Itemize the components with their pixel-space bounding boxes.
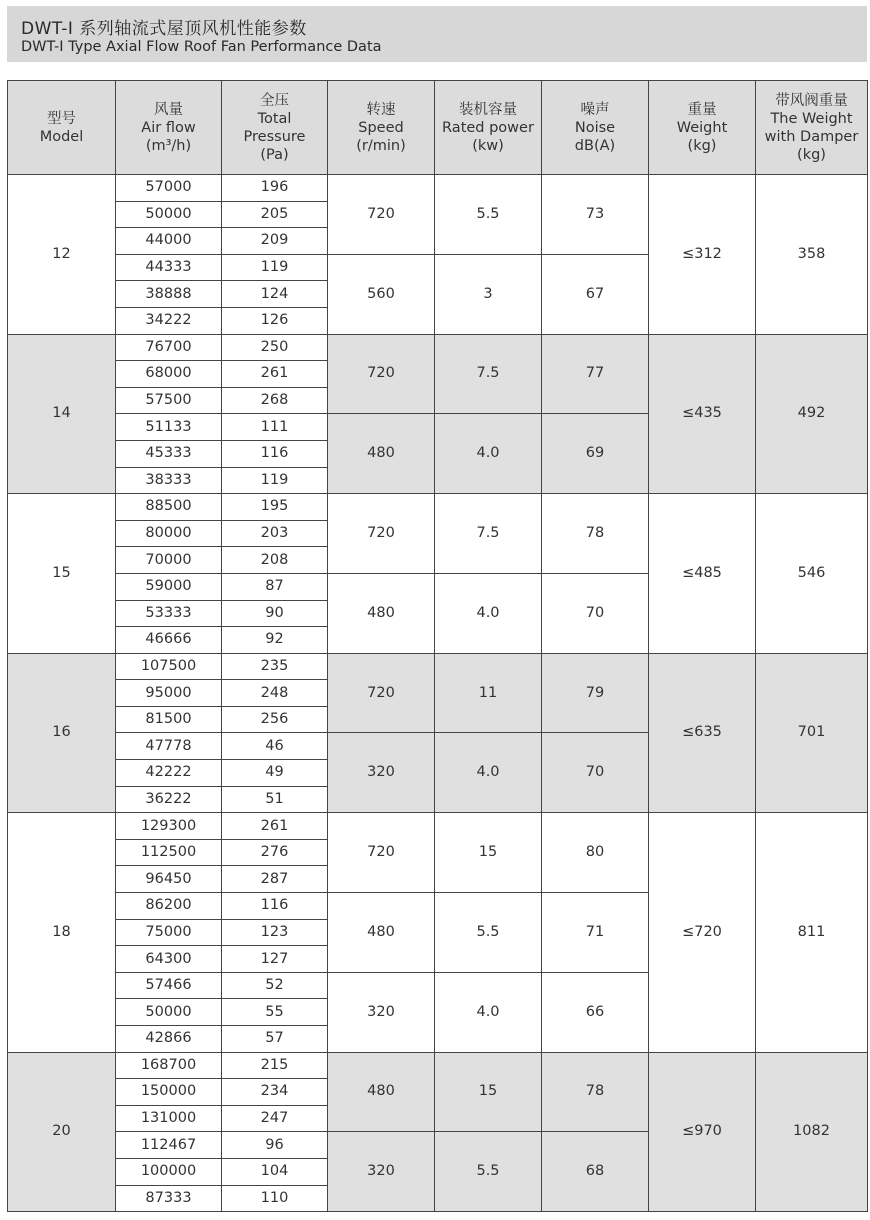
- damper-weight-cell: 492: [756, 334, 868, 494]
- header-model: [8, 81, 116, 175]
- pressure-cell: 126: [222, 307, 328, 334]
- table-row: [8, 334, 868, 361]
- rated-power-cell: 5.5: [435, 175, 542, 255]
- pressure-cell: 127: [222, 946, 328, 973]
- performance-table: [7, 80, 868, 1212]
- rated-power-cell: 3: [435, 254, 542, 334]
- table-row: [8, 175, 868, 202]
- pressure-cell: 111: [222, 414, 328, 441]
- pressure-cell: 250: [222, 334, 328, 361]
- air-flow-cell: 129300: [116, 813, 222, 840]
- header-line: (m³/h): [145, 137, 192, 154]
- header-line: The Weight: [770, 110, 853, 127]
- pressure-cell: 287: [222, 866, 328, 893]
- table-row: [8, 813, 868, 840]
- header-line: Noise: [574, 119, 616, 136]
- header-line: Rated power: [442, 119, 534, 136]
- air-flow-cell: 86200: [116, 893, 222, 920]
- air-flow-cell: 96450: [116, 866, 222, 893]
- table-body: [8, 175, 868, 1212]
- pressure-cell: 261: [222, 813, 328, 840]
- header-line: 装机容量: [459, 101, 517, 118]
- air-flow-cell: 47778: [116, 733, 222, 760]
- header-line: Air flow: [141, 119, 196, 136]
- pressure-cell: 195: [222, 494, 328, 521]
- pressure-cell: 234: [222, 1079, 328, 1106]
- header-weight-with-damper: [756, 81, 868, 175]
- header-line: (r/min): [356, 137, 406, 154]
- header-line: 噪声: [580, 101, 610, 118]
- speed-cell: 480: [328, 573, 435, 653]
- rated-power-cell: 4.0: [435, 573, 542, 653]
- title-bar: [7, 6, 867, 62]
- header-line: 转速: [366, 101, 396, 118]
- pressure-cell: 116: [222, 440, 328, 467]
- pressure-cell: 248: [222, 680, 328, 707]
- pressure-cell: 205: [222, 201, 328, 228]
- header-line: 重量: [687, 101, 717, 118]
- air-flow-cell: 80000: [116, 520, 222, 547]
- header-line: Weight: [676, 119, 728, 136]
- rated-power-cell: 15: [435, 1052, 542, 1132]
- header-line: dB(A): [574, 137, 616, 154]
- damper-weight-cell: 811: [756, 813, 868, 1052]
- noise-cell: 77: [542, 334, 649, 414]
- air-flow-cell: 44000: [116, 228, 222, 255]
- pressure-cell: 55: [222, 999, 328, 1026]
- pressure-cell: 276: [222, 839, 328, 866]
- speed-cell: 320: [328, 733, 435, 813]
- weight-cell: ≤312: [649, 175, 756, 335]
- air-flow-cell: 57500: [116, 387, 222, 414]
- speed-cell: 480: [328, 414, 435, 494]
- noise-cell: 80: [542, 813, 649, 893]
- pressure-cell: 261: [222, 361, 328, 388]
- rated-power-cell: 4.0: [435, 972, 542, 1052]
- air-flow-cell: 59000: [116, 573, 222, 600]
- model-cell: 18: [8, 813, 116, 1052]
- noise-cell: 73: [542, 175, 649, 255]
- header-line: Model: [39, 128, 84, 145]
- header-line: (kg): [687, 137, 717, 154]
- air-flow-cell: 38888: [116, 281, 222, 308]
- damper-weight-cell: 701: [756, 653, 868, 813]
- pressure-cell: 46: [222, 733, 328, 760]
- pressure-cell: 215: [222, 1052, 328, 1079]
- pressure-cell: 110: [222, 1185, 328, 1212]
- weight-cell: ≤970: [649, 1052, 756, 1212]
- air-flow-cell: 131000: [116, 1105, 222, 1132]
- rated-power-cell: 5.5: [435, 893, 542, 973]
- pressure-cell: 87: [222, 573, 328, 600]
- air-flow-cell: 81500: [116, 706, 222, 733]
- table-row: [8, 494, 868, 521]
- damper-weight-cell: 1082: [756, 1052, 868, 1212]
- header-row: [8, 81, 868, 175]
- noise-cell: 66: [542, 972, 649, 1052]
- air-flow-cell: 57000: [116, 175, 222, 202]
- noise-cell: 78: [542, 494, 649, 574]
- air-flow-cell: 57466: [116, 972, 222, 999]
- pressure-cell: 209: [222, 228, 328, 255]
- air-flow-cell: 112467: [116, 1132, 222, 1159]
- speed-cell: 720: [328, 175, 435, 255]
- pressure-cell: 96: [222, 1132, 328, 1159]
- rated-power-cell: 7.5: [435, 334, 542, 414]
- weight-cell: ≤485: [649, 494, 756, 654]
- air-flow-cell: 42222: [116, 760, 222, 787]
- pressure-cell: 51: [222, 786, 328, 813]
- weight-cell: ≤635: [649, 653, 756, 813]
- air-flow-cell: 112500: [116, 839, 222, 866]
- header-line: Total: [257, 110, 292, 127]
- header-total-pressure: [222, 81, 328, 175]
- air-flow-cell: 75000: [116, 919, 222, 946]
- header-noise: [542, 81, 649, 175]
- speed-cell: 560: [328, 254, 435, 334]
- model-cell: 15: [8, 494, 116, 654]
- pressure-cell: 119: [222, 467, 328, 494]
- speed-cell: 480: [328, 1052, 435, 1132]
- speed-cell: 320: [328, 972, 435, 1052]
- table-row: [8, 1052, 868, 1079]
- air-flow-cell: 50000: [116, 201, 222, 228]
- noise-cell: 70: [542, 573, 649, 653]
- rated-power-cell: 5.5: [435, 1132, 542, 1212]
- header-line: 带风阀重量: [775, 92, 848, 109]
- noise-cell: 78: [542, 1052, 649, 1132]
- pressure-cell: 247: [222, 1105, 328, 1132]
- noise-cell: 68: [542, 1132, 649, 1212]
- title-english: DWT-I Type Axial Flow Roof Fan Performance Data: [21, 39, 382, 55]
- header-line: Speed: [358, 119, 404, 136]
- title-chinese: DWT-I 系列轴流式屋顶风机性能参数: [21, 19, 307, 39]
- air-flow-cell: 44333: [116, 254, 222, 281]
- pressure-cell: 49: [222, 760, 328, 787]
- air-flow-cell: 38333: [116, 467, 222, 494]
- pressure-cell: 256: [222, 706, 328, 733]
- weight-cell: ≤435: [649, 334, 756, 494]
- noise-cell: 70: [542, 733, 649, 813]
- speed-cell: 480: [328, 893, 435, 973]
- pressure-cell: 235: [222, 653, 328, 680]
- air-flow-cell: 50000: [116, 999, 222, 1026]
- speed-cell: 720: [328, 653, 435, 733]
- weight-cell: ≤720: [649, 813, 756, 1052]
- air-flow-cell: 45333: [116, 440, 222, 467]
- pressure-cell: 123: [222, 919, 328, 946]
- pressure-cell: 52: [222, 972, 328, 999]
- noise-cell: 79: [542, 653, 649, 733]
- pressure-cell: 116: [222, 893, 328, 920]
- header-line: 型号: [47, 110, 76, 127]
- air-flow-cell: 70000: [116, 547, 222, 574]
- air-flow-cell: 76700: [116, 334, 222, 361]
- noise-cell: 69: [542, 414, 649, 494]
- header-line: 风量: [154, 101, 183, 118]
- air-flow-cell: 87333: [116, 1185, 222, 1212]
- rated-power-cell: 4.0: [435, 414, 542, 494]
- pressure-cell: 57: [222, 1026, 328, 1053]
- pressure-cell: 268: [222, 387, 328, 414]
- pressure-cell: 196: [222, 175, 328, 202]
- damper-weight-cell: 358: [756, 175, 868, 335]
- rated-power-cell: 7.5: [435, 494, 542, 574]
- header-speed: [328, 81, 435, 175]
- air-flow-cell: 42866: [116, 1026, 222, 1053]
- air-flow-cell: 53333: [116, 600, 222, 627]
- rated-power-cell: 4.0: [435, 733, 542, 813]
- rated-power-cell: 15: [435, 813, 542, 893]
- header-line: (kw): [472, 137, 504, 154]
- air-flow-cell: 168700: [116, 1052, 222, 1079]
- air-flow-cell: 51133: [116, 414, 222, 441]
- speed-cell: 320: [328, 1132, 435, 1212]
- header-line: (Pa): [260, 146, 289, 163]
- table-row: [8, 653, 868, 680]
- air-flow-cell: 64300: [116, 946, 222, 973]
- pressure-cell: 124: [222, 281, 328, 308]
- header-weight: [649, 81, 756, 175]
- header-line: (kg): [797, 146, 826, 163]
- header-line: Pressure: [243, 128, 306, 145]
- speed-cell: 720: [328, 813, 435, 893]
- header-air-flow: [116, 81, 222, 175]
- noise-cell: 67: [542, 254, 649, 334]
- model-cell: 14: [8, 334, 116, 494]
- pressure-cell: 208: [222, 547, 328, 574]
- header-line: with Damper: [764, 128, 859, 145]
- air-flow-cell: 36222: [116, 786, 222, 813]
- pressure-cell: 92: [222, 627, 328, 654]
- air-flow-cell: 150000: [116, 1079, 222, 1106]
- air-flow-cell: 34222: [116, 307, 222, 334]
- air-flow-cell: 68000: [116, 361, 222, 388]
- air-flow-cell: 107500: [116, 653, 222, 680]
- model-cell: 20: [8, 1052, 116, 1212]
- air-flow-cell: 46666: [116, 627, 222, 654]
- speed-cell: 720: [328, 334, 435, 414]
- air-flow-cell: 100000: [116, 1158, 222, 1185]
- model-cell: 12: [8, 175, 116, 335]
- speed-cell: 720: [328, 494, 435, 574]
- header-line: 全压: [260, 92, 289, 109]
- pressure-cell: 203: [222, 520, 328, 547]
- damper-weight-cell: 546: [756, 494, 868, 654]
- air-flow-cell: 95000: [116, 680, 222, 707]
- pressure-cell: 119: [222, 254, 328, 281]
- header-rated-power: [435, 81, 542, 175]
- model-cell: 16: [8, 653, 116, 813]
- air-flow-cell: 88500: [116, 494, 222, 521]
- noise-cell: 71: [542, 893, 649, 973]
- pressure-cell: 104: [222, 1158, 328, 1185]
- rated-power-cell: 11: [435, 653, 542, 733]
- pressure-cell: 90: [222, 600, 328, 627]
